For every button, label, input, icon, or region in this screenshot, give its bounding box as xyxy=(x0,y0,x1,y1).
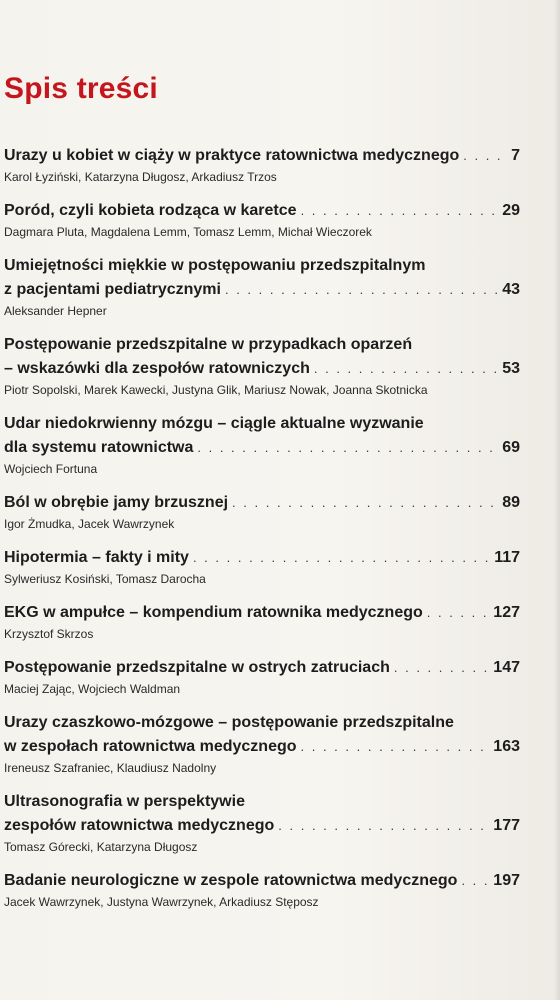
entry-title-line: w zespołach ratownictwa medycznego xyxy=(4,738,297,755)
dot-leader xyxy=(427,601,490,625)
dot-leader xyxy=(301,199,499,223)
entry-title-line: Udar niedokrwienny mózgu – ciągle aktualne wyzwanie xyxy=(4,415,424,432)
toc-entry xyxy=(4,790,520,856)
entry-authors: Krzysztof Skrzos xyxy=(4,627,94,641)
entry-authors: Piotr Sopolski, Marek Kawecki, Justyna Glik, Mariusz Nowak, Joanna Skotnicka xyxy=(4,383,428,397)
table-of-contents xyxy=(4,144,520,924)
page-number: 29 xyxy=(502,202,520,219)
dot-leader xyxy=(314,357,498,381)
entry-title-line: zespołów ratownictwa medycznego xyxy=(4,817,275,834)
dot-leader xyxy=(461,869,489,893)
toc-entry xyxy=(4,869,520,911)
dot-leader xyxy=(225,278,498,302)
entry-title-line: Urazy u kobiet w ciąży w praktyce ratownictwa medycznego xyxy=(4,147,460,164)
toc-entry xyxy=(4,546,520,588)
entry-title xyxy=(4,333,520,381)
entry-title xyxy=(4,790,520,838)
entry-title xyxy=(4,546,520,570)
page-number: 147 xyxy=(493,659,520,676)
entry-title-line: Postępowanie przedszpitalne w przypadkach oparzeń xyxy=(4,336,413,353)
entry-title xyxy=(4,491,520,515)
entry-title-line: Hipotermia – fakty i mity xyxy=(4,549,189,566)
entry-authors: Maciej Zając, Wojciech Waldman xyxy=(4,682,181,696)
entry-authors: Dagmara Pluta, Magdalena Lemm, Tomasz Lemm, Michał Wieczorek xyxy=(4,225,372,239)
page-number: 197 xyxy=(493,872,520,889)
entry-authors: Sylweriusz Kosiński, Tomasz Darocha xyxy=(4,572,206,586)
page-edge-shadow xyxy=(554,0,560,1000)
page-number: 163 xyxy=(493,738,520,755)
dot-leader xyxy=(232,491,498,515)
entry-title xyxy=(4,412,520,460)
entry-title-line: Umiejętności miękkie w postępowaniu przedszpitalnym xyxy=(4,257,426,274)
dot-leader xyxy=(301,735,490,759)
page-number: 127 xyxy=(493,604,520,621)
entry-title xyxy=(4,199,520,223)
page-number: 7 xyxy=(511,147,520,164)
toc-entry xyxy=(4,656,520,698)
entry-title-line: Poród, czyli kobieta rodząca w karetce xyxy=(4,202,297,219)
entry-title-line: Urazy czaszkowo-mózgowe – postępowanie przedszpitalne xyxy=(4,714,454,731)
entry-title-line: EKG w ampułce – kompendium ratownika medycznego xyxy=(4,604,423,621)
entry-title xyxy=(4,869,520,893)
page-number: 43 xyxy=(502,281,520,298)
toc-entry xyxy=(4,144,520,186)
entry-title xyxy=(4,656,520,680)
toc-entry xyxy=(4,491,520,533)
page-number: 69 xyxy=(502,439,520,456)
dot-leader xyxy=(197,436,498,460)
page-number: 89 xyxy=(502,494,520,511)
toc-entry xyxy=(4,333,520,399)
entry-authors: Karol Łyziński, Katarzyna Długosz, Arkadiusz Trzos xyxy=(4,170,277,184)
dot-leader xyxy=(463,144,507,168)
entry-title-line: Ból w obrębie jamy brzusznej xyxy=(4,494,229,511)
entry-title-line: Ultrasonografia w perspektywie xyxy=(4,793,245,810)
entry-authors: Tomasz Górecki, Katarzyna Długosz xyxy=(4,840,198,854)
page-number: 177 xyxy=(493,817,520,834)
page-title: Spis treści xyxy=(4,72,158,105)
entry-title-line: – wskazówki dla zespołów ratowniczych xyxy=(4,360,310,377)
entry-title xyxy=(4,711,520,759)
toc-entry xyxy=(4,711,520,777)
toc-entry xyxy=(4,254,520,320)
entry-authors: Aleksander Hepner xyxy=(4,304,107,318)
entry-title-line: Badanie neurologiczne w zespole ratownictwa medycznego xyxy=(4,872,458,889)
page-number: 117 xyxy=(494,549,520,566)
entry-title xyxy=(4,601,520,625)
dot-leader xyxy=(394,656,489,680)
entry-authors: Wojciech Fortuna xyxy=(4,462,98,476)
entry-title-line: dla systemu ratownictwa xyxy=(4,439,194,456)
dot-leader xyxy=(278,814,489,838)
entry-authors: Jacek Wawrzynek, Justyna Wawrzynek, Arkadiusz Stęposz xyxy=(4,895,319,909)
page-number: 53 xyxy=(502,360,520,377)
entry-title-line: Postępowanie przedszpitalne w ostrych zatruciach xyxy=(4,659,390,676)
entry-title xyxy=(4,144,520,168)
toc-entry xyxy=(4,601,520,643)
toc-entry xyxy=(4,199,520,241)
entry-authors: Ireneusz Szafraniec, Klaudiusz Nadolny xyxy=(4,761,217,775)
entry-title xyxy=(4,254,520,302)
toc-entry xyxy=(4,412,520,478)
entry-authors: Igor Żmudka, Jacek Wawrzynek xyxy=(4,517,175,531)
entry-title-line: z pacjentami pediatrycznymi xyxy=(4,281,221,298)
dot-leader xyxy=(193,546,490,570)
